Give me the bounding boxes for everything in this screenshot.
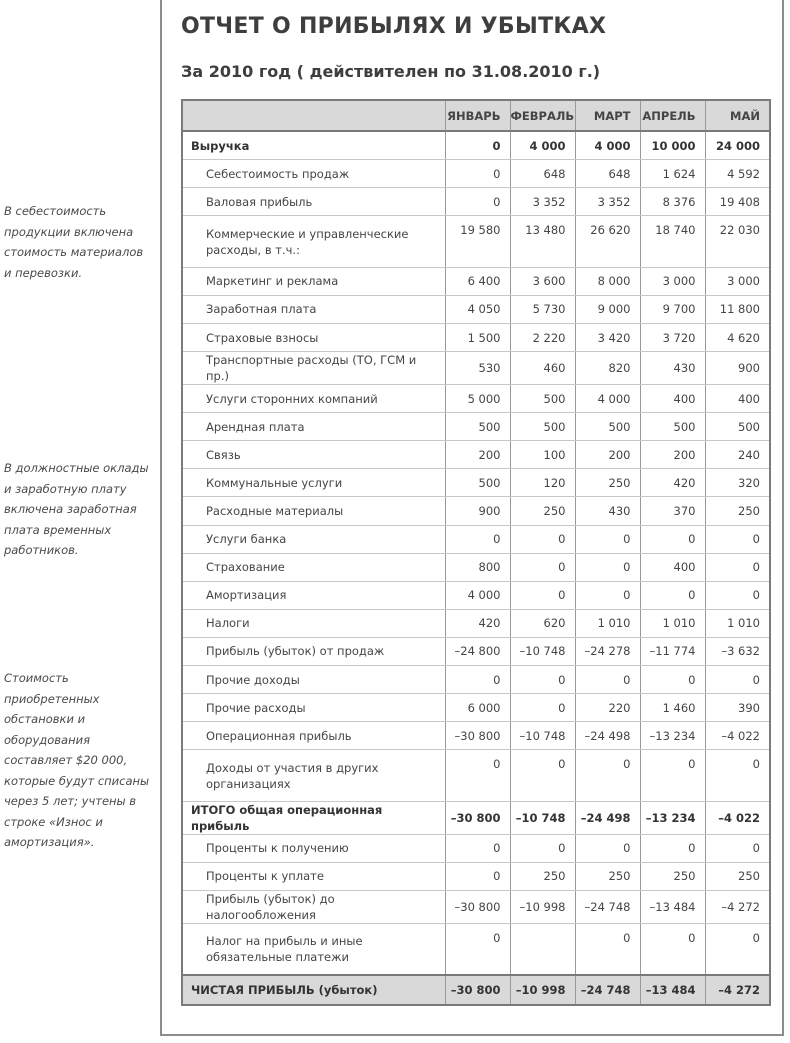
row-value: 0	[510, 525, 575, 553]
row-value: 0	[575, 553, 640, 581]
table-row	[182, 497, 770, 525]
row-value: 200	[640, 441, 705, 469]
row-value: 5 730	[510, 295, 575, 323]
row-value: –10 748	[510, 801, 575, 834]
row-label: Услуги сторонних компаний	[182, 385, 445, 413]
table-row	[182, 469, 770, 497]
row-value: –4 272	[705, 975, 770, 1004]
row-value: 0	[705, 834, 770, 862]
row-value: 3 720	[640, 323, 705, 351]
table-row	[182, 525, 770, 553]
row-value: 0	[705, 525, 770, 553]
table-header-row	[182, 100, 770, 131]
note-cost-of-sales: В себестоимость продукции включена стоимость материалов и перевозки.	[4, 204, 144, 280]
table-row	[182, 352, 770, 385]
table-row	[182, 295, 770, 323]
row-value: 0	[640, 923, 705, 975]
row-value: 400	[640, 553, 705, 581]
row-value: 200	[445, 441, 510, 469]
row-value: 4 592	[705, 160, 770, 188]
row-value: 1 500	[445, 323, 510, 351]
table-row	[182, 385, 770, 413]
row-value: 4 620	[705, 323, 770, 351]
row-value: –30 800	[445, 801, 510, 834]
row-label: Выручка	[182, 131, 445, 160]
row-value: 420	[445, 609, 510, 637]
row-value: –30 800	[445, 722, 510, 750]
row-value: 400	[705, 385, 770, 413]
row-value: 0	[640, 750, 705, 802]
row-value: –30 800	[445, 975, 510, 1004]
column-header-mar: МАРТ	[575, 100, 640, 131]
row-value: 1 010	[640, 609, 705, 637]
row-value: 0	[445, 750, 510, 802]
row-value: –4 272	[705, 890, 770, 923]
row-value: 0	[445, 131, 510, 160]
row-value: 4 050	[445, 295, 510, 323]
row-value: 5 000	[445, 385, 510, 413]
margin-notes	[0, 0, 152, 1043]
table-row	[182, 216, 770, 268]
row-value: 0	[640, 834, 705, 862]
note-salaries: В должностные оклады и заработную плату включена заработная плата временных работников.	[4, 461, 149, 557]
row-value: 3 600	[510, 267, 575, 295]
row-value: 0	[705, 923, 770, 975]
row-value: 0	[510, 553, 575, 581]
row-label: Прочие расходы	[182, 694, 445, 722]
row-value: 460	[510, 352, 575, 385]
row-value: 500	[510, 385, 575, 413]
row-value: 4 000	[445, 581, 510, 609]
row-label: Валовая прибыль	[182, 188, 445, 216]
row-value: 0	[445, 160, 510, 188]
row-value: –13 234	[640, 801, 705, 834]
row-value: 500	[445, 413, 510, 441]
row-value: 0	[445, 923, 510, 975]
row-value: 13 480	[510, 216, 575, 268]
row-value: –4 022	[705, 801, 770, 834]
row-value: 1 460	[640, 694, 705, 722]
row-value: –10 998	[510, 975, 575, 1004]
table-row	[182, 750, 770, 802]
row-value: 3 352	[510, 188, 575, 216]
row-value: 4 000	[575, 385, 640, 413]
row-value: 0	[510, 750, 575, 802]
row-value: 4 000	[510, 131, 575, 160]
note-equipment: Стоимость приобретенных обстановки и оборудования составляет $20 000, которые будут списаны через 5 лет; учтены в строке «Износ и амортизация».	[4, 671, 150, 849]
row-value: 0	[445, 188, 510, 216]
row-label: Транспортные расходы (ТО, ГСМ и пр.)	[182, 352, 445, 385]
row-value: 8 376	[640, 188, 705, 216]
row-value: 0	[705, 666, 770, 694]
row-value: 500	[640, 413, 705, 441]
table-row	[182, 666, 770, 694]
row-label: Заработная плата	[182, 295, 445, 323]
row-value: 820	[575, 352, 640, 385]
row-value: 430	[575, 497, 640, 525]
row-value: 0	[510, 694, 575, 722]
row-value: 2 220	[510, 323, 575, 351]
row-value: 900	[705, 352, 770, 385]
column-header-feb: ФЕВРАЛЬ	[510, 100, 575, 131]
row-value: 18 740	[640, 216, 705, 268]
row-value: 420	[640, 469, 705, 497]
row-value: 240	[705, 441, 770, 469]
row-value: 0	[510, 666, 575, 694]
row-value: 0	[705, 750, 770, 802]
row-value: 500	[705, 413, 770, 441]
table-row	[182, 553, 770, 581]
row-value: 250	[510, 862, 575, 890]
row-value: 3 000	[640, 267, 705, 295]
row-value: 1 010	[705, 609, 770, 637]
row-value: –24 748	[575, 975, 640, 1004]
report-subtitle: За 2010 год ( действителен по 31.08.2010 г.)	[181, 62, 601, 81]
row-value: 0	[575, 923, 640, 975]
row-value: 0	[705, 581, 770, 609]
row-label: Налог на прибыль и иные обязательные платежи	[182, 923, 445, 975]
row-value: 500	[510, 413, 575, 441]
table-row	[182, 609, 770, 637]
table-row	[182, 801, 770, 834]
table-row	[182, 975, 770, 1004]
row-value: 250	[705, 862, 770, 890]
row-value: 250	[575, 469, 640, 497]
row-value: 648	[510, 160, 575, 188]
row-label: Арендная плата	[182, 413, 445, 441]
row-value: 6 400	[445, 267, 510, 295]
row-label: Прибыль (убыток) до налогообложения	[182, 890, 445, 923]
row-label: ЧИСТАЯ ПРИБЫЛЬ (убыток)	[182, 975, 445, 1004]
row-value: 0	[575, 525, 640, 553]
table-row	[182, 131, 770, 160]
row-value: –13 484	[640, 890, 705, 923]
row-value: 250	[510, 497, 575, 525]
row-label: Маркетинг и реклама	[182, 267, 445, 295]
table-row	[182, 413, 770, 441]
table-body	[182, 131, 770, 1005]
row-value: –10 998	[510, 890, 575, 923]
row-value: 0	[510, 834, 575, 862]
row-value: –10 748	[510, 637, 575, 665]
row-value: 0	[445, 666, 510, 694]
row-value: 0	[640, 525, 705, 553]
row-value: 22 030	[705, 216, 770, 268]
row-value: 3 420	[575, 323, 640, 351]
table-row	[182, 694, 770, 722]
table-row	[182, 890, 770, 923]
table-row	[182, 188, 770, 216]
row-value: 120	[510, 469, 575, 497]
row-value: 390	[705, 694, 770, 722]
row-label: Операционная прибыль	[182, 722, 445, 750]
row-value: 370	[640, 497, 705, 525]
report-page	[160, 0, 784, 1036]
row-value: 19 408	[705, 188, 770, 216]
row-label: Расходные материалы	[182, 497, 445, 525]
row-label: Себестоимость продаж	[182, 160, 445, 188]
row-value: –4 022	[705, 722, 770, 750]
row-value: 100	[510, 441, 575, 469]
table-row	[182, 441, 770, 469]
row-label: Налоги	[182, 609, 445, 637]
column-header-apr: АПРЕЛЬ	[640, 100, 705, 131]
table-row	[182, 923, 770, 975]
row-label: Проценты к уплате	[182, 862, 445, 890]
row-value: 200	[575, 441, 640, 469]
row-value: 220	[575, 694, 640, 722]
row-value: 0	[640, 581, 705, 609]
row-value: 400	[640, 385, 705, 413]
row-value: 250	[575, 862, 640, 890]
column-header-label	[182, 100, 445, 131]
table-row	[182, 581, 770, 609]
row-value: 250	[640, 862, 705, 890]
row-value: –13 234	[640, 722, 705, 750]
row-value: 0	[575, 666, 640, 694]
row-label: Прибыль (убыток) от продаж	[182, 637, 445, 665]
row-label: Страховые взносы	[182, 323, 445, 351]
table-row	[182, 637, 770, 665]
row-value: 500	[575, 413, 640, 441]
row-value: 900	[445, 497, 510, 525]
row-value: 530	[445, 352, 510, 385]
row-value: –24 498	[575, 801, 640, 834]
column-header-jan: ЯНВАРЬ	[445, 100, 510, 131]
row-value: 0	[445, 525, 510, 553]
row-value: –30 800	[445, 890, 510, 923]
row-value: –24 800	[445, 637, 510, 665]
row-value: 0	[640, 666, 705, 694]
row-value: 3 352	[575, 188, 640, 216]
row-value: –10 748	[510, 722, 575, 750]
row-value: 24 000	[705, 131, 770, 160]
row-value: 0	[575, 581, 640, 609]
row-value: –24 748	[575, 890, 640, 923]
row-value: –3 632	[705, 637, 770, 665]
column-header-may: МАЙ	[705, 100, 770, 131]
row-value: 4 000	[575, 131, 640, 160]
row-value: –13 484	[640, 975, 705, 1004]
row-label: Страхование	[182, 553, 445, 581]
row-value: 10 000	[640, 131, 705, 160]
row-value: 6 000	[445, 694, 510, 722]
row-label: Связь	[182, 441, 445, 469]
row-value: 250	[705, 497, 770, 525]
row-label: Проценты к получению	[182, 834, 445, 862]
row-value	[510, 923, 575, 975]
table-row	[182, 862, 770, 890]
report-title: ОТЧЕТ О ПРИБЫЛЯХ И УБЫТКАХ	[181, 14, 607, 39]
row-value: 320	[705, 469, 770, 497]
row-value: –24 278	[575, 637, 640, 665]
row-value: 0	[575, 834, 640, 862]
row-value: 430	[640, 352, 705, 385]
row-value: 19 580	[445, 216, 510, 268]
row-value: 8 000	[575, 267, 640, 295]
row-value: 9 000	[575, 295, 640, 323]
row-value: 26 620	[575, 216, 640, 268]
row-label: Амортизация	[182, 581, 445, 609]
row-label: Коммунальные услуги	[182, 469, 445, 497]
row-value: 620	[510, 609, 575, 637]
row-value: –11 774	[640, 637, 705, 665]
row-value: 800	[445, 553, 510, 581]
row-value: 3 000	[705, 267, 770, 295]
row-value: 648	[575, 160, 640, 188]
table-row	[182, 160, 770, 188]
row-value: 0	[705, 553, 770, 581]
row-value: 1 010	[575, 609, 640, 637]
table-row	[182, 267, 770, 295]
row-label: Коммерческие и управленческие расходы, в т.ч.:	[182, 216, 445, 268]
row-label: Услуги банка	[182, 525, 445, 553]
row-value: 11 800	[705, 295, 770, 323]
row-value: 0	[445, 862, 510, 890]
income-statement-table	[181, 99, 771, 1006]
row-value: 0	[575, 750, 640, 802]
row-value: 9 700	[640, 295, 705, 323]
row-value: 500	[445, 469, 510, 497]
row-value: 0	[445, 834, 510, 862]
row-value: 1 624	[640, 160, 705, 188]
row-label: Прочие доходы	[182, 666, 445, 694]
row-label: ИТОГО общая операционная прибыль	[182, 801, 445, 834]
row-value: –24 498	[575, 722, 640, 750]
table-row	[182, 834, 770, 862]
row-value: 0	[510, 581, 575, 609]
row-label: Доходы от участия в других организациях	[182, 750, 445, 802]
table-row	[182, 722, 770, 750]
table-row	[182, 323, 770, 351]
